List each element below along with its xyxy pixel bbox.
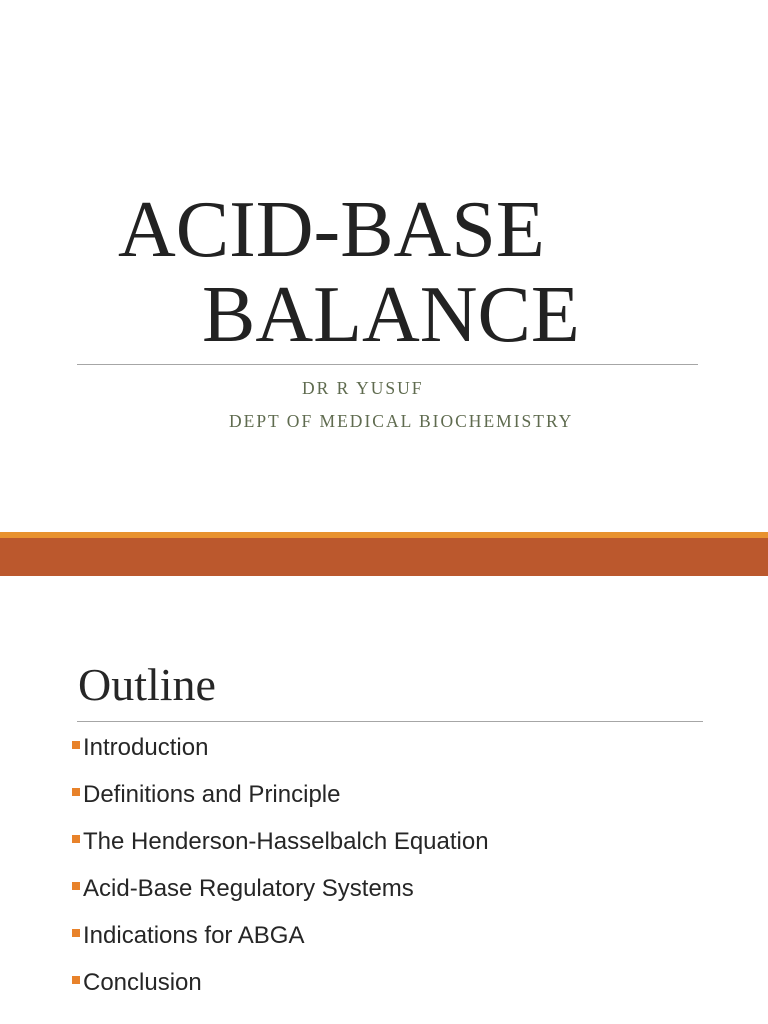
slide-separator-band (0, 538, 768, 576)
square-bullet-icon (72, 882, 80, 890)
square-bullet-icon (72, 741, 80, 749)
square-bullet-icon (72, 835, 80, 843)
square-bullet-icon (72, 976, 80, 984)
list-item-label: Conclusion (83, 969, 202, 996)
author-name: DR R YUSUF (302, 378, 424, 398)
list-item (72, 781, 489, 828)
list-item-label: Definitions and Principle (83, 781, 341, 808)
title-divider (77, 364, 698, 365)
list-item-label: The Henderson-Hasselbalch Equation (83, 828, 489, 855)
list-item-label: Indications for ABGA (83, 922, 305, 949)
author-department: DEPT OF MEDICAL BIOCHEMISTRY (229, 411, 574, 431)
list-item (72, 922, 489, 969)
square-bullet-icon (72, 929, 80, 937)
list-item (72, 875, 489, 922)
list-item (72, 969, 489, 1016)
slide-title-line-1: ACID-BASE (118, 186, 545, 274)
list-item-label: Acid-Base Regulatory Systems (83, 875, 414, 902)
list-item (72, 828, 489, 875)
outline-divider (77, 721, 703, 722)
outline-list (72, 734, 489, 1016)
list-item (72, 734, 489, 781)
list-item-label: Introduction (83, 734, 209, 761)
outline-heading: Outline (78, 659, 216, 710)
slide-title-line-2: BALANCE (202, 271, 580, 359)
square-bullet-icon (72, 788, 80, 796)
outline-slide (0, 576, 768, 1024)
